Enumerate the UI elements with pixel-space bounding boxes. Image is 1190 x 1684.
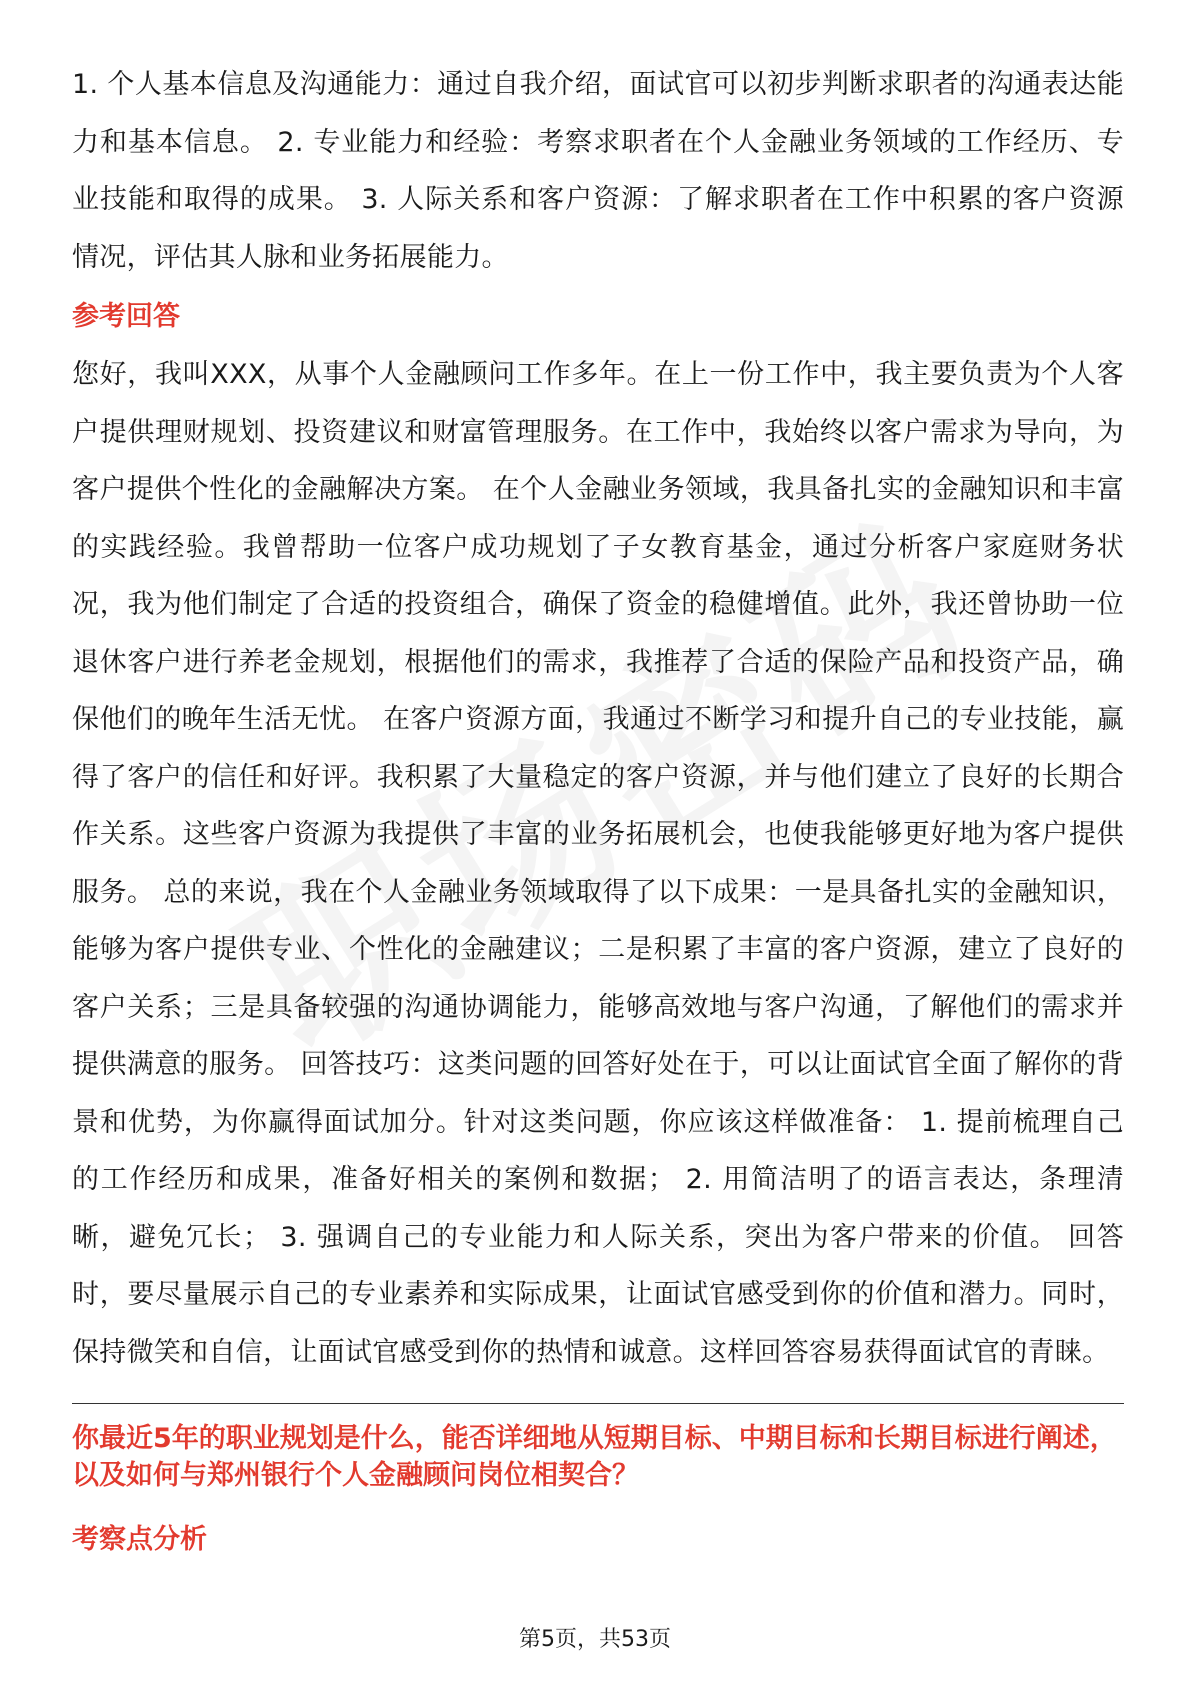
interview-question: 你最近5年的职业规划是什么，能否详细地从短期目标、中期目标和长期目标进行阐述，以及如何与郑州银行个人金融顾问岗位相契合？ <box>72 1423 1117 1491</box>
reference-answer-text: 您好，我叫XXX，从事个人金融顾问工作多年。在上一份工作中，我主要负责为个人客户提供理财规划、投资建议和财富管理服务。在工作中，我始终以客户需求为导向，为客户提供个性化的金融解决方案。 在个人金融业务领域，我具备扎实的金融知识和丰富的实践经验。我曾帮助一位客户成功规划了子女教育基金，通过分析客户家庭财务状况，我为他们制定了合适的投资组合，确保了资金的稳健增值。此外，我还曾协助一位退休客户进行养老金规划，根据他们的需求，我推荐了合适的保险产品和投资产品，确保他们的晚年生活无忧。 在客户资源方面，我通过不断学习和提升自己的专业技能，赢得了客户的信任和好评。我积累了大量稳定的客户资源，并与他们建立了良好的长期合作关系。这些客户资源为我提供了丰富的业务拓展机会，也使我能够更好地为客户提供服务。 总的来说，我在个人金融业务领域取得了以下成果：一是具备扎实的金融知识，能够为客户提供专业、个性化的金融建议；二是积累了丰富的客户资源，建立了良好的客户关系；三是具备较强的沟通协调能力，能够高效地与客户沟通，了解他们的需求并提供满意的服务。 回答技巧：这类问题的回答好处在于，可以让面试官全面了解你的背景和优势，为你赢得面试加分。针对这类问题，你应该这样做准备： 1. 提前梳理自己的工作经历和成果，准备好相关的案例和数据； 2. 用简洁明了的语言表达，条理清晰，避免冗长； 3. 强调自己的专业能力和人际关系，突出为客户带来的价值。 回答时，要尽量展示自己的专业素养和实际成果，让面试官感受到你的价值和潜力。同时，保持微笑和自信，让面试官感受到你的热情和诚意。这样回答容易获得面试官的青睐。 <box>72 359 1124 1368</box>
document-body <box>72 56 1124 1560</box>
reference-answer-heading: 参考回答 <box>72 301 180 332</box>
analysis-heading: 考察点分析 <box>72 1524 207 1555</box>
section-divider <box>72 1403 1124 1404</box>
intro-paragraph: 1. 个人基本信息及沟通能力：通过自我介绍，面试官可以初步判断求职者的沟通表达能力和基本信息。 2. 专业能力和经验：考察求职者在个人金融业务领域的工作经历、专业技能和取得的成果。 3. 人际关系和客户资源：了解求职者在工作中积累的客户资源情况，评估其人脉和业务拓展能力。 <box>72 69 1124 273</box>
page-footer: 第5页，共53页 <box>519 1627 671 1652</box>
